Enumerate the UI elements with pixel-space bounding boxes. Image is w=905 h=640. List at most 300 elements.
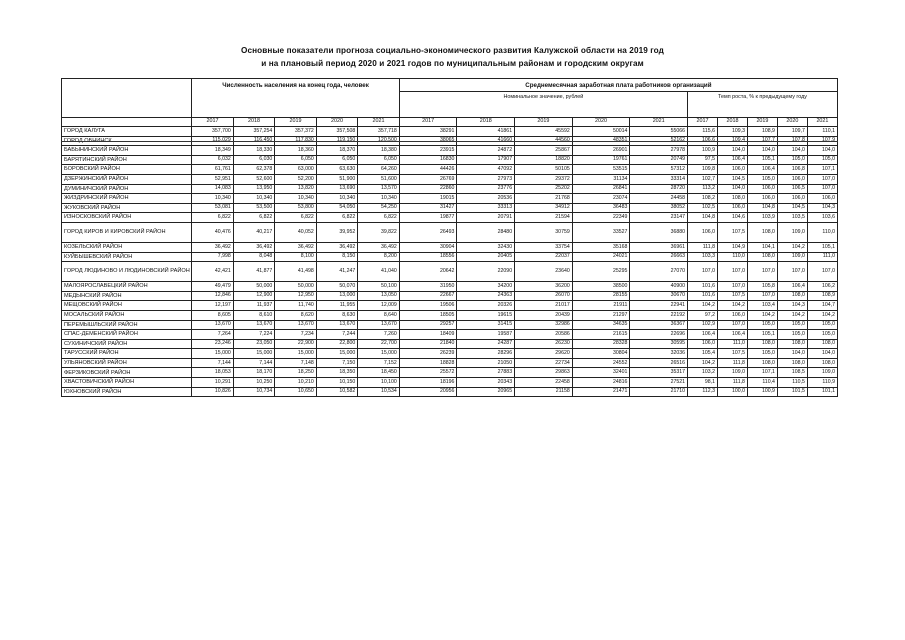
population-cell: 116,450 [233, 136, 275, 146]
salary-cell: 38291 [399, 127, 457, 137]
district-name: КОЗЕЛЬСКИЙ РАЙОН [62, 242, 192, 252]
salary-cell: 41861 [457, 127, 515, 137]
population-cell: 15,000 [316, 349, 358, 359]
growth-cell: 104,2 [747, 310, 777, 320]
salary-cell: 24816 [572, 378, 630, 388]
growth-cell: 103,9 [747, 213, 777, 223]
growth-cell: 108,0 [777, 358, 807, 368]
growth-cell: 113,2 [688, 184, 718, 194]
growth-cell: 106,4 [717, 330, 747, 340]
table-row [62, 262, 838, 282]
salary-cell: 31415 [457, 320, 515, 330]
growth-cell: 104,8 [747, 203, 777, 213]
salary-cell: 25295 [572, 262, 630, 282]
population-cell: 6,822 [192, 213, 234, 223]
growth-cell: 103,5 [777, 213, 807, 223]
district-name: ДУМИНИЧСКИЙ РАЙОН [62, 184, 192, 194]
salary-cell: 19615 [457, 310, 515, 320]
population-cell: 10,340 [192, 194, 234, 204]
salary-cell: 26070 [515, 291, 573, 301]
population-cell: 18,350 [316, 368, 358, 378]
growth-cell: 101,5 [777, 387, 807, 397]
population-cell: 6,822 [275, 213, 317, 223]
population-cell: 62,378 [233, 165, 275, 175]
salary-cell: 30595 [630, 339, 688, 349]
salary-cell: 25202 [515, 184, 573, 194]
population-cell: 12,950 [275, 291, 317, 301]
population-cell: 18,250 [275, 368, 317, 378]
growth-cell: 107,0 [747, 262, 777, 282]
salary-cell: 23776 [457, 184, 515, 194]
population-cell: 13,670 [316, 320, 358, 330]
population-cell: 8,048 [233, 252, 275, 262]
growth-cell: 106,0 [717, 310, 747, 320]
salary-cell: 26230 [515, 339, 573, 349]
salary-cell: 22860 [399, 184, 457, 194]
population-cell: 22,800 [316, 339, 358, 349]
growth-cell: 107,0 [717, 320, 747, 330]
population-cell: 6,032 [192, 155, 234, 165]
salary-cell: 27883 [457, 368, 515, 378]
growth-cell: 105,8 [747, 282, 777, 292]
salary-cell: 21471 [572, 387, 630, 397]
growth-cell: 105,0 [807, 155, 837, 165]
growth-cell: 105,0 [807, 320, 837, 330]
growth-cell: 105,0 [747, 320, 777, 330]
salary-cell: 33314 [630, 174, 688, 184]
header-year: 2018 [717, 118, 747, 127]
salary-cell: 26769 [399, 174, 457, 184]
population-cell: 10,250 [233, 378, 275, 388]
growth-cell: 107,8 [777, 136, 807, 146]
population-cell: 53,081 [192, 203, 234, 213]
population-cell: 7,150 [316, 358, 358, 368]
salary-cell: 26663 [630, 252, 688, 262]
population-cell: 36,492 [316, 242, 358, 252]
salary-cell: 32986 [515, 320, 573, 330]
district-name: МЕДЫНСКИЙ РАЙОН [62, 291, 192, 301]
population-cell: 357,718 [358, 127, 400, 137]
district-name: УЛЬЯНОВСКИЙ РАЙОН [62, 358, 192, 368]
growth-cell: 108,0 [717, 194, 747, 204]
population-cell: 10,340 [316, 194, 358, 204]
population-cell: 357,508 [316, 127, 358, 137]
salary-cell: 20749 [630, 155, 688, 165]
population-cell: 7,234 [275, 330, 317, 340]
district-name: ЮХНОВСКИЙ РАЙОН [62, 387, 192, 397]
salary-cell: 18196 [399, 378, 457, 388]
growth-cell: 111,0 [807, 252, 837, 262]
population-cell: 52,600 [233, 174, 275, 184]
population-cell: 7,144 [233, 358, 275, 368]
salary-cell: 29257 [399, 320, 457, 330]
growth-cell: 105,1 [747, 155, 777, 165]
population-cell: 8,620 [275, 310, 317, 320]
growth-cell: 108,0 [807, 358, 837, 368]
growth-cell: 107,0 [717, 262, 747, 282]
growth-cell: 105,0 [807, 330, 837, 340]
growth-cell: 104,0 [807, 146, 837, 156]
population-cell: 42,421 [192, 262, 234, 282]
population-cell: 7,244 [316, 330, 358, 340]
salary-cell: 17907 [457, 155, 515, 165]
growth-cell: 110,0 [807, 222, 837, 242]
salary-cell: 23915 [399, 146, 457, 156]
district-name: МАЛОЯРОСЛАВЕЦКИЙ РАЙОН [62, 282, 192, 292]
salary-cell: 38052 [630, 203, 688, 213]
growth-cell: 108,0 [747, 358, 777, 368]
growth-cell: 106,0 [777, 174, 807, 184]
salary-cell: 26901 [572, 146, 630, 156]
salary-cell: 26239 [399, 349, 457, 359]
growth-cell: 105,0 [777, 320, 807, 330]
salary-cell: 26493 [399, 222, 457, 242]
population-cell: 36,492 [233, 242, 275, 252]
growth-cell: 101,6 [688, 291, 718, 301]
header-year: 2021 [807, 118, 837, 127]
population-cell: 23,050 [233, 339, 275, 349]
table-row [62, 387, 838, 397]
district-name: ИЗНОСКОВСКИЙ РАЙОН [62, 213, 192, 223]
population-cell: 10,826 [192, 387, 234, 397]
growth-cell: 105,0 [777, 155, 807, 165]
growth-cell: 104,0 [747, 146, 777, 156]
salary-cell: 52162 [630, 136, 688, 146]
header-year: 2018 [457, 118, 515, 127]
salary-cell: 57312 [630, 165, 688, 175]
population-cell: 50,070 [316, 282, 358, 292]
population-cell: 51,600 [358, 174, 400, 184]
population-cell: 13,050 [358, 291, 400, 301]
growth-cell: 107,0 [688, 262, 718, 282]
growth-cell: 102,9 [688, 320, 718, 330]
growth-cell: 108,0 [747, 222, 777, 242]
growth-cell: 110,5 [777, 378, 807, 388]
salary-cell: 29863 [515, 368, 573, 378]
population-cell: 8,630 [316, 310, 358, 320]
salary-cell: 22667 [399, 291, 457, 301]
salary-cell: 20791 [457, 213, 515, 223]
population-cell: 7,224 [233, 330, 275, 340]
population-cell: 53,800 [275, 203, 317, 213]
salary-cell: 24021 [572, 252, 630, 262]
growth-cell: 107,0 [747, 291, 777, 301]
growth-cell: 106,5 [777, 184, 807, 194]
table-row [62, 203, 838, 213]
header-nominal: Номинальное значение, рублей [399, 92, 687, 118]
growth-cell: 105,0 [747, 349, 777, 359]
population-cell: 15,000 [192, 349, 234, 359]
growth-cell: 104,9 [717, 242, 747, 252]
salary-cell: 35168 [572, 242, 630, 252]
salary-cell: 55066 [630, 127, 688, 137]
growth-cell: 109,0 [807, 368, 837, 378]
header-salary: Среднемесячная заработная плата работников организаций [399, 79, 837, 92]
salary-cell: 18505 [399, 310, 457, 320]
table-row [62, 242, 838, 252]
salary-cell: 38065 [399, 136, 457, 146]
population-cell: 119,150 [316, 136, 358, 146]
population-cell: 120,500 [358, 136, 400, 146]
salary-cell: 28296 [457, 349, 515, 359]
salary-cell: 34912 [515, 203, 573, 213]
salary-cell: 32401 [572, 368, 630, 378]
growth-cell: 106,0 [717, 203, 747, 213]
growth-cell: 104,0 [777, 349, 807, 359]
growth-cell: 104,5 [717, 174, 747, 184]
population-cell: 10,100 [358, 378, 400, 388]
header-year: 2020 [777, 118, 807, 127]
growth-cell: 106,6 [688, 136, 718, 146]
salary-cell: 35317 [630, 368, 688, 378]
population-cell: 22,900 [275, 339, 317, 349]
population-cell: 49,479 [192, 282, 234, 292]
salary-cell: 19877 [399, 213, 457, 223]
growth-cell: 107,1 [747, 368, 777, 378]
population-cell: 7,998 [192, 252, 234, 262]
salary-cell: 41660 [457, 136, 515, 146]
population-cell: 7,152 [358, 358, 400, 368]
salary-cell: 31427 [399, 203, 457, 213]
salary-cell: 20586 [515, 330, 573, 340]
population-cell: 6,822 [358, 213, 400, 223]
table-row [62, 310, 838, 320]
salary-cell: 27973 [457, 174, 515, 184]
population-cell: 8,610 [233, 310, 275, 320]
salary-cell: 40900 [630, 282, 688, 292]
growth-cell: 109,7 [777, 127, 807, 137]
salary-cell: 28720 [630, 184, 688, 194]
growth-cell: 107,0 [777, 262, 807, 282]
salary-cell: 30904 [399, 242, 457, 252]
population-cell: 11,937 [233, 301, 275, 311]
district-name: ЖУКОВСКИЙ РАЙОН [62, 203, 192, 213]
salary-cell: 45592 [515, 127, 573, 137]
growth-cell: 104,0 [717, 184, 747, 194]
growth-cell: 103,4 [747, 301, 777, 311]
population-cell: 10,150 [316, 378, 358, 388]
salary-cell: 21768 [515, 194, 573, 204]
district-name: ГОРОД КАЛУГА [62, 127, 192, 137]
salary-cell: 34635 [572, 320, 630, 330]
district-name: МОСАЛЬСКИЙ РАЙОН [62, 310, 192, 320]
salary-cell: 24872 [457, 146, 515, 156]
growth-cell: 104,6 [717, 213, 747, 223]
population-cell: 357,372 [275, 127, 317, 137]
salary-cell: 21911 [572, 301, 630, 311]
population-cell: 63,000 [275, 165, 317, 175]
table-row [62, 184, 838, 194]
population-cell: 18,450 [358, 368, 400, 378]
population-cell: 41,040 [358, 262, 400, 282]
growth-cell: 107,5 [717, 222, 747, 242]
growth-cell: 102,7 [688, 174, 718, 184]
salary-cell: 20343 [457, 378, 515, 388]
growth-cell: 106,4 [747, 165, 777, 175]
growth-cell: 101,1 [807, 387, 837, 397]
salary-cell: 24552 [572, 358, 630, 368]
population-cell: 14,083 [192, 184, 234, 194]
growth-cell: 106,0 [747, 184, 777, 194]
growth-cell: 108,0 [747, 252, 777, 262]
growth-cell: 115,6 [688, 127, 718, 137]
salary-cell: 21158 [515, 387, 573, 397]
population-cell: 10,534 [358, 387, 400, 397]
population-cell: 53,500 [233, 203, 275, 213]
salary-cell: 20439 [515, 310, 573, 320]
report-title [0, 44, 905, 70]
population-cell: 18,360 [275, 146, 317, 156]
population-cell: 18,370 [316, 146, 358, 156]
growth-cell: 103,6 [807, 213, 837, 223]
salary-cell: 50105 [515, 165, 573, 175]
population-cell: 13,670 [233, 320, 275, 330]
growth-cell: 106,0 [747, 194, 777, 204]
population-cell: 13,690 [316, 184, 358, 194]
population-cell: 12,009 [358, 301, 400, 311]
growth-cell: 104,2 [777, 242, 807, 252]
salary-cell: 16830 [399, 155, 457, 165]
population-cell: 8,605 [192, 310, 234, 320]
table-row [62, 165, 838, 175]
salary-cell: 34200 [457, 282, 515, 292]
table-row [62, 155, 838, 165]
salary-cell: 22090 [457, 262, 515, 282]
salary-cell: 22349 [572, 213, 630, 223]
population-cell: 7,144 [192, 358, 234, 368]
salary-cell: 29620 [515, 349, 573, 359]
salary-cell: 26841 [572, 184, 630, 194]
forecast-table [61, 78, 838, 397]
table-row [62, 174, 838, 184]
growth-cell: 109,0 [777, 252, 807, 262]
salary-cell: 22037 [515, 252, 573, 262]
salary-cell: 31134 [572, 174, 630, 184]
salary-cell: 30759 [515, 222, 573, 242]
population-cell: 40,217 [233, 222, 275, 242]
header-growth: Темп роста, % к предыдущему году [688, 92, 838, 118]
salary-cell: 33754 [515, 242, 573, 252]
growth-cell: 106,0 [688, 339, 718, 349]
salary-cell: 19506 [399, 301, 457, 311]
growth-cell: 103,3 [688, 252, 718, 262]
table-row [62, 146, 838, 156]
salary-cell: 24458 [630, 194, 688, 204]
district-name: СПАС-ДЕМЕНСКИЙ РАЙОН [62, 330, 192, 340]
population-cell: 115,029 [192, 136, 234, 146]
growth-cell: 100,9 [747, 387, 777, 397]
district-name: ФЕРЗИКОВСКИЙ РАЙОН [62, 368, 192, 378]
growth-cell: 108,9 [747, 127, 777, 137]
salary-cell: 28328 [572, 339, 630, 349]
salary-cell: 27070 [630, 262, 688, 282]
salary-cell: 20965 [457, 387, 515, 397]
population-cell: 13,950 [233, 184, 275, 194]
population-cell: 22,700 [358, 339, 400, 349]
growth-cell: 101,6 [688, 282, 718, 292]
population-cell: 64,260 [358, 165, 400, 175]
population-cell: 10,650 [275, 387, 317, 397]
salary-cell: 30804 [572, 349, 630, 359]
growth-cell: 107,0 [807, 262, 837, 282]
population-cell: 41,498 [275, 262, 317, 282]
salary-cell: 36200 [515, 282, 573, 292]
growth-cell: 109,8 [688, 165, 718, 175]
population-cell: 23,246 [192, 339, 234, 349]
salary-cell: 18828 [399, 358, 457, 368]
table-row [62, 378, 838, 388]
salary-cell: 21615 [572, 330, 630, 340]
salary-cell: 28155 [572, 291, 630, 301]
growth-cell: 104,2 [688, 358, 718, 368]
header-year: 2021 [630, 118, 688, 127]
district-name: БОРОВСКИЙ РАЙОН [62, 165, 192, 175]
growth-cell: 97,5 [688, 155, 718, 165]
salary-cell: 21297 [572, 310, 630, 320]
salary-cell: 23074 [572, 194, 630, 204]
population-cell: 61,761 [192, 165, 234, 175]
population-cell: 8,640 [358, 310, 400, 320]
growth-cell: 104,3 [777, 301, 807, 311]
table-row [62, 213, 838, 223]
population-cell: 8,150 [316, 252, 358, 262]
population-cell: 10,734 [233, 387, 275, 397]
population-cell: 10,340 [275, 194, 317, 204]
population-cell: 39,822 [358, 222, 400, 242]
population-cell: 13,820 [275, 184, 317, 194]
population-cell: 18,330 [233, 146, 275, 156]
header-year: 2017 [192, 118, 234, 127]
header-corner [62, 79, 192, 118]
growth-cell: 97,2 [688, 310, 718, 320]
salary-cell: 20956 [399, 387, 457, 397]
header-year: 2017 [688, 118, 718, 127]
salary-cell: 36961 [630, 242, 688, 252]
salary-cell: 50014 [572, 127, 630, 137]
population-cell: 54,050 [316, 203, 358, 213]
population-cell: 12,900 [233, 291, 275, 301]
growth-cell: 106,4 [777, 282, 807, 292]
population-cell: 12,846 [192, 291, 234, 301]
growth-cell: 104,1 [747, 242, 777, 252]
table-row [62, 330, 838, 340]
header-year-blank [62, 118, 192, 127]
population-cell: 12,197 [192, 301, 234, 311]
population-cell: 15,000 [275, 349, 317, 359]
population-cell: 8,200 [358, 252, 400, 262]
table-row [62, 301, 838, 311]
growth-cell: 98,1 [688, 378, 718, 388]
growth-cell: 110,0 [717, 252, 747, 262]
growth-cell: 109,0 [717, 368, 747, 378]
salary-cell: 44426 [399, 165, 457, 175]
growth-cell: 105,0 [777, 330, 807, 340]
growth-cell: 109,4 [717, 136, 747, 146]
growth-cell: 102,5 [688, 203, 718, 213]
population-cell: 50,000 [275, 282, 317, 292]
growth-cell: 108,2 [688, 194, 718, 204]
header-year: 2019 [515, 118, 573, 127]
growth-cell: 104,7 [807, 301, 837, 311]
salary-cell: 47092 [457, 165, 515, 175]
salary-cell: 21840 [399, 339, 457, 349]
district-name: БАБЫНИНСКИЙ РАЙОН [62, 146, 192, 156]
growth-cell: 100,0 [717, 387, 747, 397]
salary-cell: 29372 [515, 174, 573, 184]
population-cell: 36,492 [192, 242, 234, 252]
district-name: ГОРОД КИРОВ И КИРОВСКИЙ РАЙОН [62, 222, 192, 242]
growth-cell: 105,0 [747, 174, 777, 184]
